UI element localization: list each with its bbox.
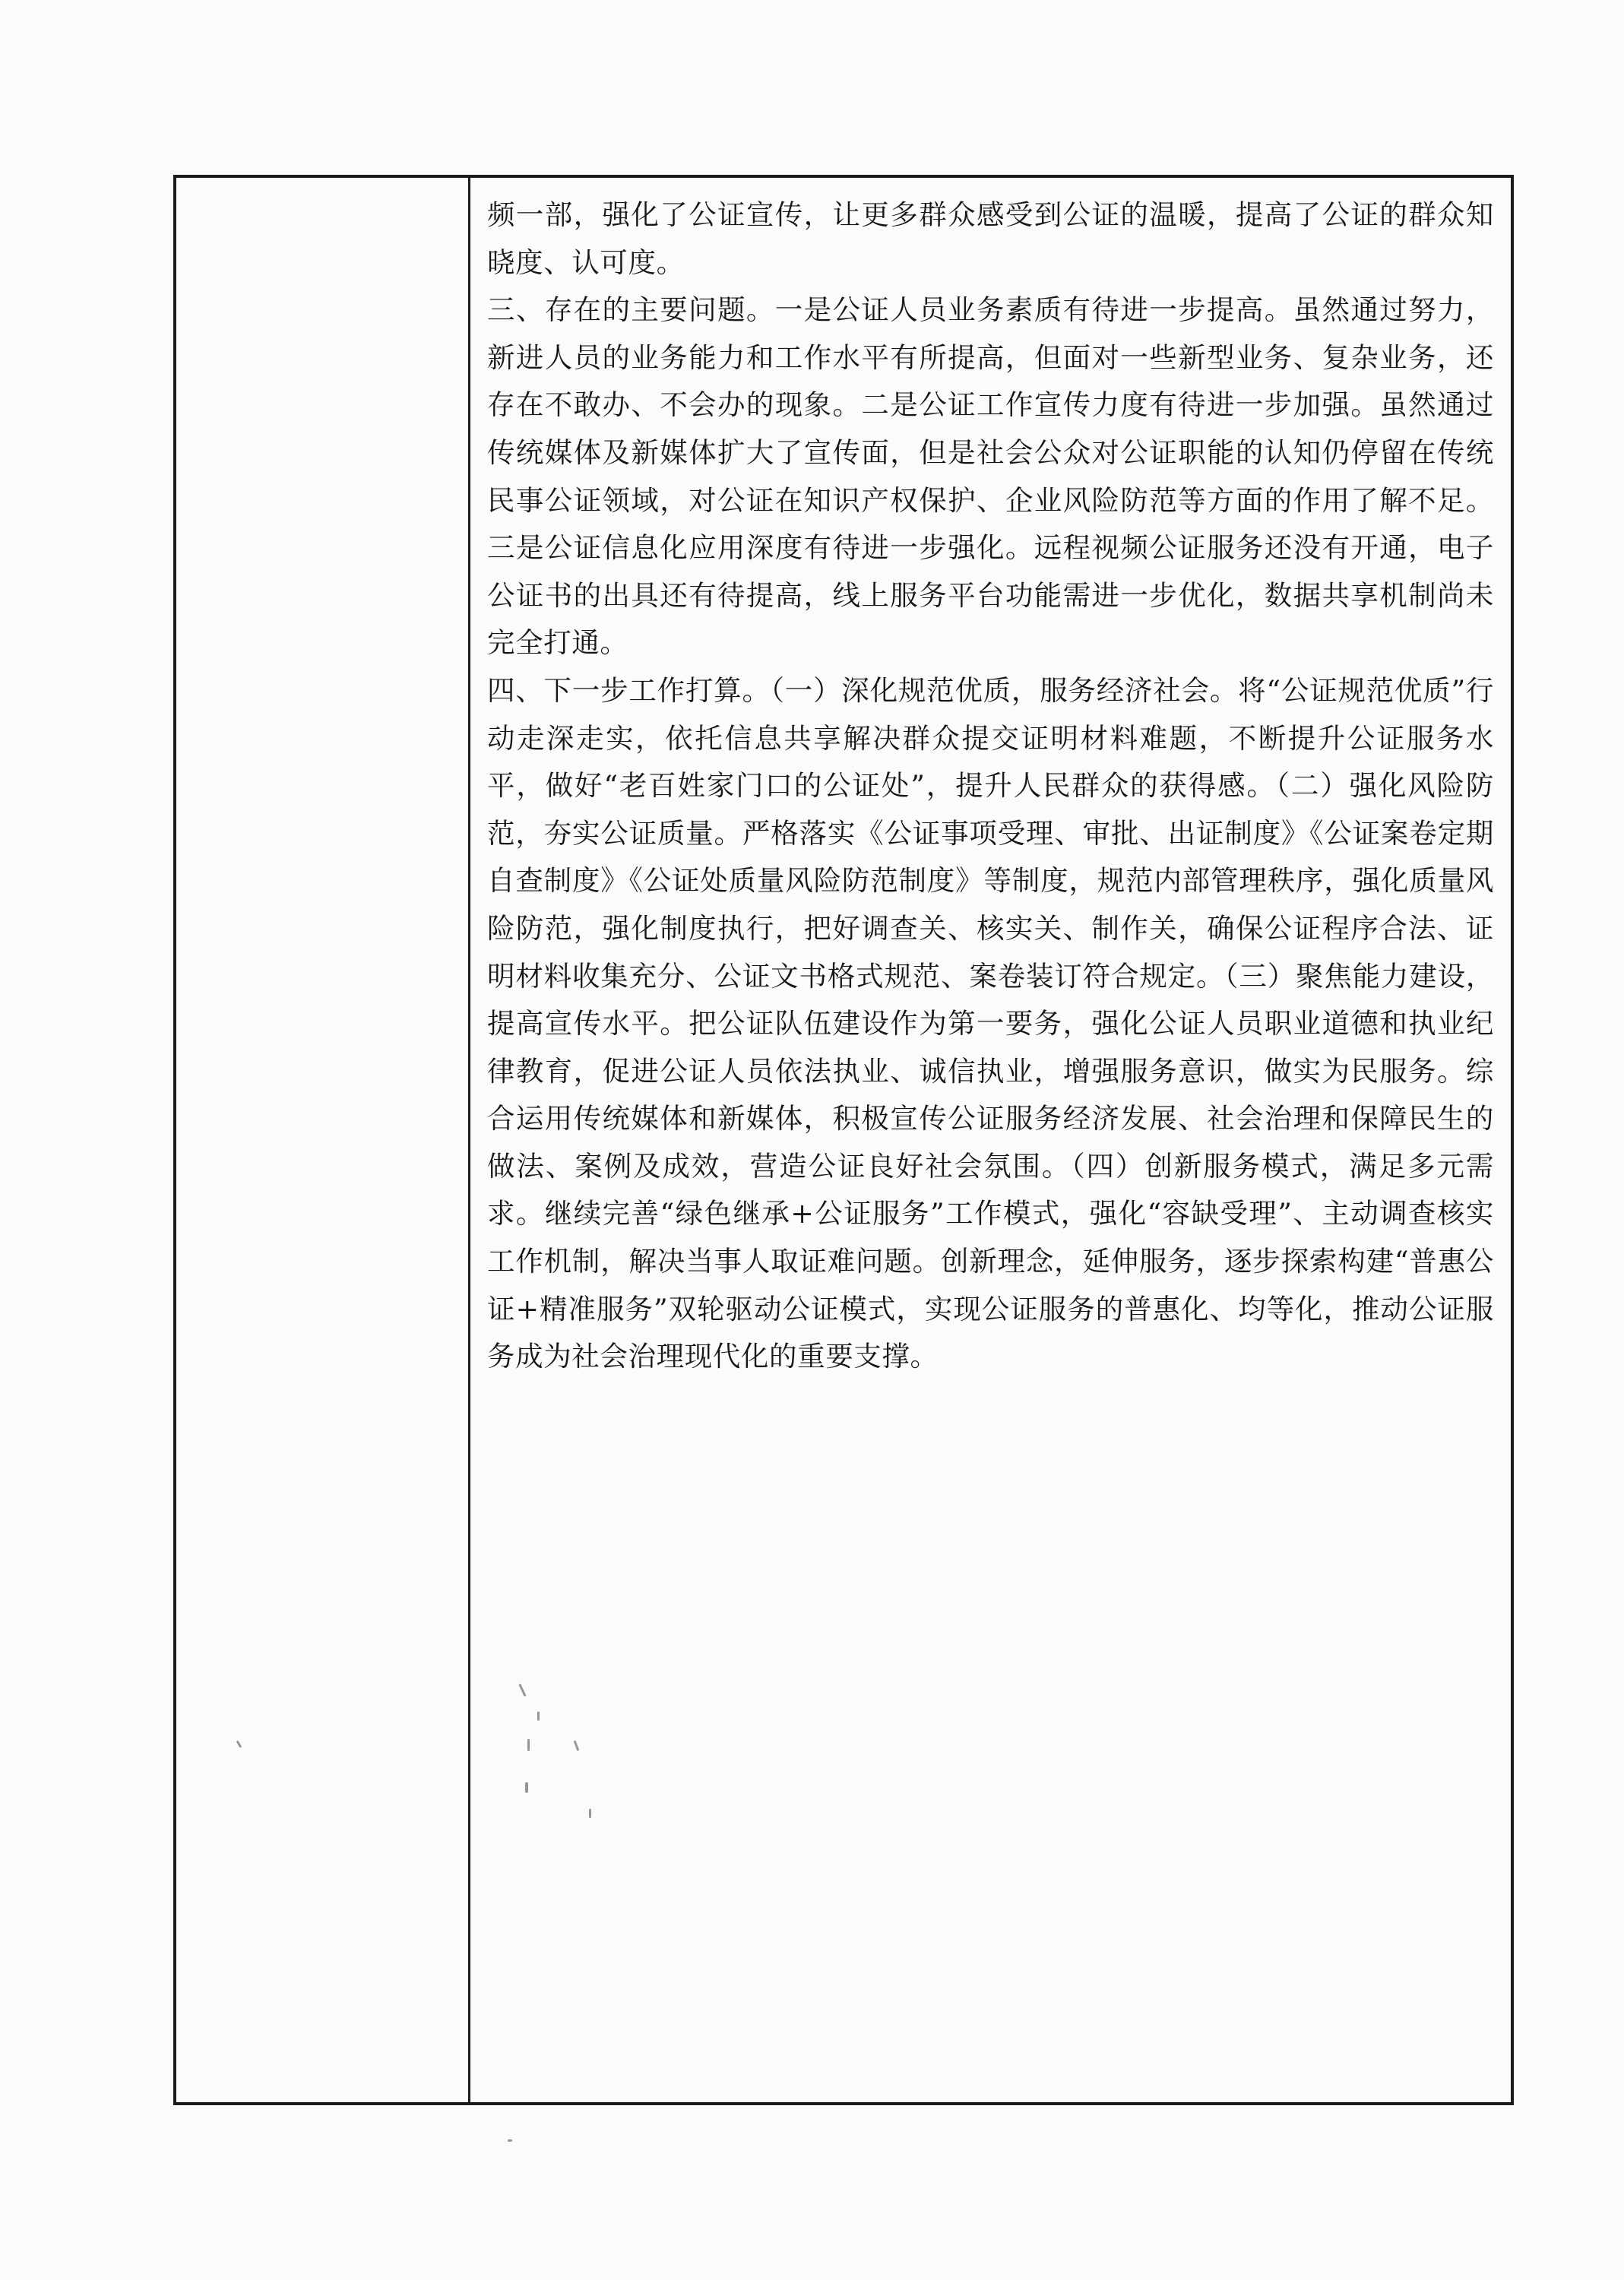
scan-speck xyxy=(527,1739,530,1751)
paragraph-main-problems: 三、存在的主要问题。一是公证人员业务素质有待进一步提高。虽然通过努力，新进人员的业务能力和工作水平有所提高，但面对一些新型业务、复杂业务，还存在不敢办、不会办的现象。二是公证工作宣传力度有待进一步加强。虽然通过传统媒体及新媒体扩大了宣传面，但是社会公众对公证职能的认知仍停留在传统民事公证领域，对公证在知识产权保护、企业风险防范等方面的作用了解不足。三是公证信息化应用深度有待进一步强化。远程视频公证服务还没有开通，电子公证书的出具还有待提高，线上服务平台功能需进一步优化，数据共享机制尚未完全打通。 xyxy=(487,293,1494,660)
scan-speck xyxy=(537,1712,540,1721)
paragraph-next-steps: 四、下一步工作打算。（一）深化规范优质，服务经济社会。将“公证规范优质”行动走深走实，依托信息共享解决群众提交证明材料难题，不断提升公证服务水平，做好“老百姓家门口的公证处”，提升人民群众的获得感。（二）强化风险防范，夯实公证质量。严格落实《公证事项受理、审批、出证制度》《公证案卷定期自查制度》《公证处质量风险防范制度》等制度，规范内部管理秩序，强化质量风险防范，强化制度执行，把好调查关、核实关、制作关，确保公证程序合法、证明材料收集充分、公证文书格式规范、案卷装订符合规定。（三）聚焦能力建设，提高宣传水平。把公证队伍建设作为第一要务，强化公证人员职业道德和执业纪律教育，促进公证人员依法执业、诚信执业，增强服务意识，做实为民服务。综合运用传统媒体和新媒体，积极宣传公证服务经济发展、社会治理和保障民生的做法、案例及成效，营造公证良好社会氛围。（四）创新服务模式，满足多元需求。继续完善“绿色继承+公证服务”工作模式，强化“容缺受理”、主动调查核实工作机制，解决当事人取证难问题。创新理念，延伸服务，逐步探索构建“普惠公证+精准服务”双轮驱动公证模式，实现公证服务的普惠化、均等化，推动公证服务成为社会治理现代化的重要支撑。 xyxy=(487,673,1494,1373)
form-table xyxy=(173,175,1514,2105)
paragraph-publicity-continuation: 频一部，强化了公证宣传，让更多群众感受到公证的温暖，提高了公证的群众知晓度、认可度。 xyxy=(487,198,1494,279)
scan-speck xyxy=(589,1809,591,1818)
table-label-column xyxy=(176,178,470,2102)
table-content-column xyxy=(470,178,1511,2102)
scan-speck xyxy=(508,2139,512,2142)
scan-speck xyxy=(525,1782,528,1793)
